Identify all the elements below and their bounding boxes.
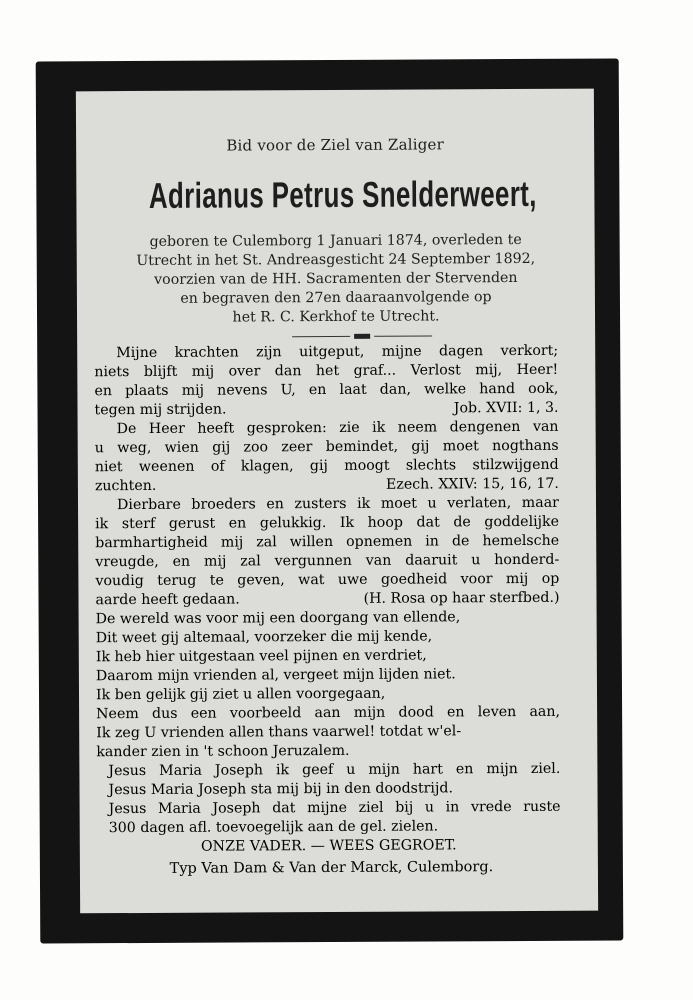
divider-line-right: [374, 335, 432, 336]
bio-line: en begraven den 27en daaraanvolgende op: [180, 289, 492, 307]
text-run: De wereld was voor mij een doorgang van ellende,: [95, 609, 461, 628]
memorial-card: [36, 58, 624, 943]
text-run: voudig terug te geven, wat uwe goedheid voor mij op: [95, 570, 560, 590]
text-run: Ik ben gelijk gij ziet u allen voorgegaan,: [95, 685, 386, 704]
text-line: [95, 570, 559, 591]
text-fragment: zuchten.: [94, 477, 157, 495]
scripture-reference: Job. XVII: 1, 3.: [453, 399, 559, 417]
text-line: [95, 437, 559, 458]
text-run: kander zien in 't schoon Jeruzalem.: [96, 742, 350, 761]
bio-line: geboren te Culemborg 1 Januari 1874, overleden te: [149, 231, 522, 250]
text-run: u weg, wien gij zoo zeer bemindet, gij moet nogthans: [94, 437, 559, 457]
text-run: vreugde, en mij zal vergunnen van daaruit u honderd-: [95, 551, 560, 571]
text-fragment: aarde heeft gedaan.: [95, 591, 240, 609]
biography: [77, 231, 595, 329]
divider-ornament: [292, 333, 432, 340]
text-run: barmhartigheid mij zal willen opnemen in de hemelsche: [95, 532, 560, 552]
verse-line: [96, 665, 560, 686]
text-run: 300 dagen afl. toevoegelijk aan de gel. zielen.: [108, 818, 439, 837]
verse-line: [96, 646, 560, 667]
text-line: [95, 418, 559, 439]
text-run: Ik zeg U vrienden allen thans vaarwel! totdat w'el-: [96, 723, 462, 742]
text-run: Mijne krachten zijn uitgeput, mijne dagen verkort;: [116, 342, 559, 362]
text-run: Daarom mijn vrienden al, vergeet mijn lijden niet.: [95, 666, 456, 685]
text-line: [95, 513, 559, 534]
text-line: [94, 380, 558, 401]
text-line: [94, 399, 558, 420]
bio-line: voorzien van de HH. Sacramenten der Stervenden: [154, 270, 518, 288]
divider-line-left: [292, 336, 350, 337]
text-run: Jesus Maria Joseph dat mijne ziel bij u in vrede ruste: [108, 798, 561, 818]
divider-center-mark: [354, 334, 370, 339]
bio-line: het R. C. Kerkhof te Utrecht.: [232, 308, 440, 326]
prayer-line: [96, 779, 560, 800]
verse-line: [96, 741, 560, 762]
quote-attribution: (H. Rosa op haar sterfbed.): [363, 589, 560, 607]
text-line: [94, 361, 558, 382]
verse-line: [96, 722, 560, 743]
closing-prayers: ONZE VADER. — WEES GEGROET.: [200, 837, 457, 855]
text-run: ik sterf gerust en gelukkig. Ik hoop dat de goddelijke: [95, 513, 560, 533]
text-run: Ik heb hier uitgestaan veel pijnen en verdriet,: [95, 647, 427, 666]
text-line: [95, 551, 559, 572]
indulgence-line: [97, 817, 561, 838]
text-run: niet weenen of klagen, gij moogt slechts stilzwijgend: [94, 456, 559, 476]
text-run: Jesus Maria Joseph sta mij bij in den doodstrijd.: [108, 780, 453, 799]
verse-line: [96, 627, 560, 648]
deceased-name: Adrianus Petrus Snelderweert,: [148, 172, 537, 216]
prayer-line: [96, 760, 560, 781]
text-run: Dierbare broeders en zusters ik moet u verlaten, maar: [116, 494, 559, 514]
text-run: niets blijft mij over dan het graf... Verlost mij, Heer!: [94, 361, 559, 381]
scripture-reference: Ezech. XXIV: 15, 16, 17.: [385, 475, 559, 493]
text-line: [95, 494, 559, 515]
text-run: Neem dus een voorbeeld aan mijn dood en leven aan,: [96, 703, 561, 723]
text-line: [94, 342, 558, 363]
text-run: Dit weet gij altemaal, voorzeker die mij kende,: [95, 628, 433, 647]
text-line: [95, 589, 559, 610]
text-fragment: tegen mij strijden.: [94, 401, 227, 419]
text-line: [95, 456, 559, 477]
prayer-heading: Bid voor de Ziel van Zaliger: [226, 135, 444, 155]
text-run: en plaats mij nevens U, en laat dan, welke hand ook,: [94, 380, 559, 400]
prayer-line: [97, 798, 561, 819]
memorial-text: [94, 342, 561, 857]
verse-line: [96, 608, 560, 629]
text-run: De Heer heeft gesproken: zie ik neem dengenen van: [116, 418, 559, 438]
bio-line: Utrecht in het St. Andreasgesticht 24 September 1892,: [136, 250, 536, 270]
text-line: [95, 475, 559, 496]
text-line: [95, 532, 559, 553]
text-run: Jesus Maria Joseph ik geef u mijn hart en mijn ziel.: [108, 760, 561, 780]
verse-line: [96, 684, 560, 705]
verse-line: [96, 703, 560, 724]
printer-credit: Typ Van Dam & Van der Marck, Culemborg.: [169, 859, 494, 877]
